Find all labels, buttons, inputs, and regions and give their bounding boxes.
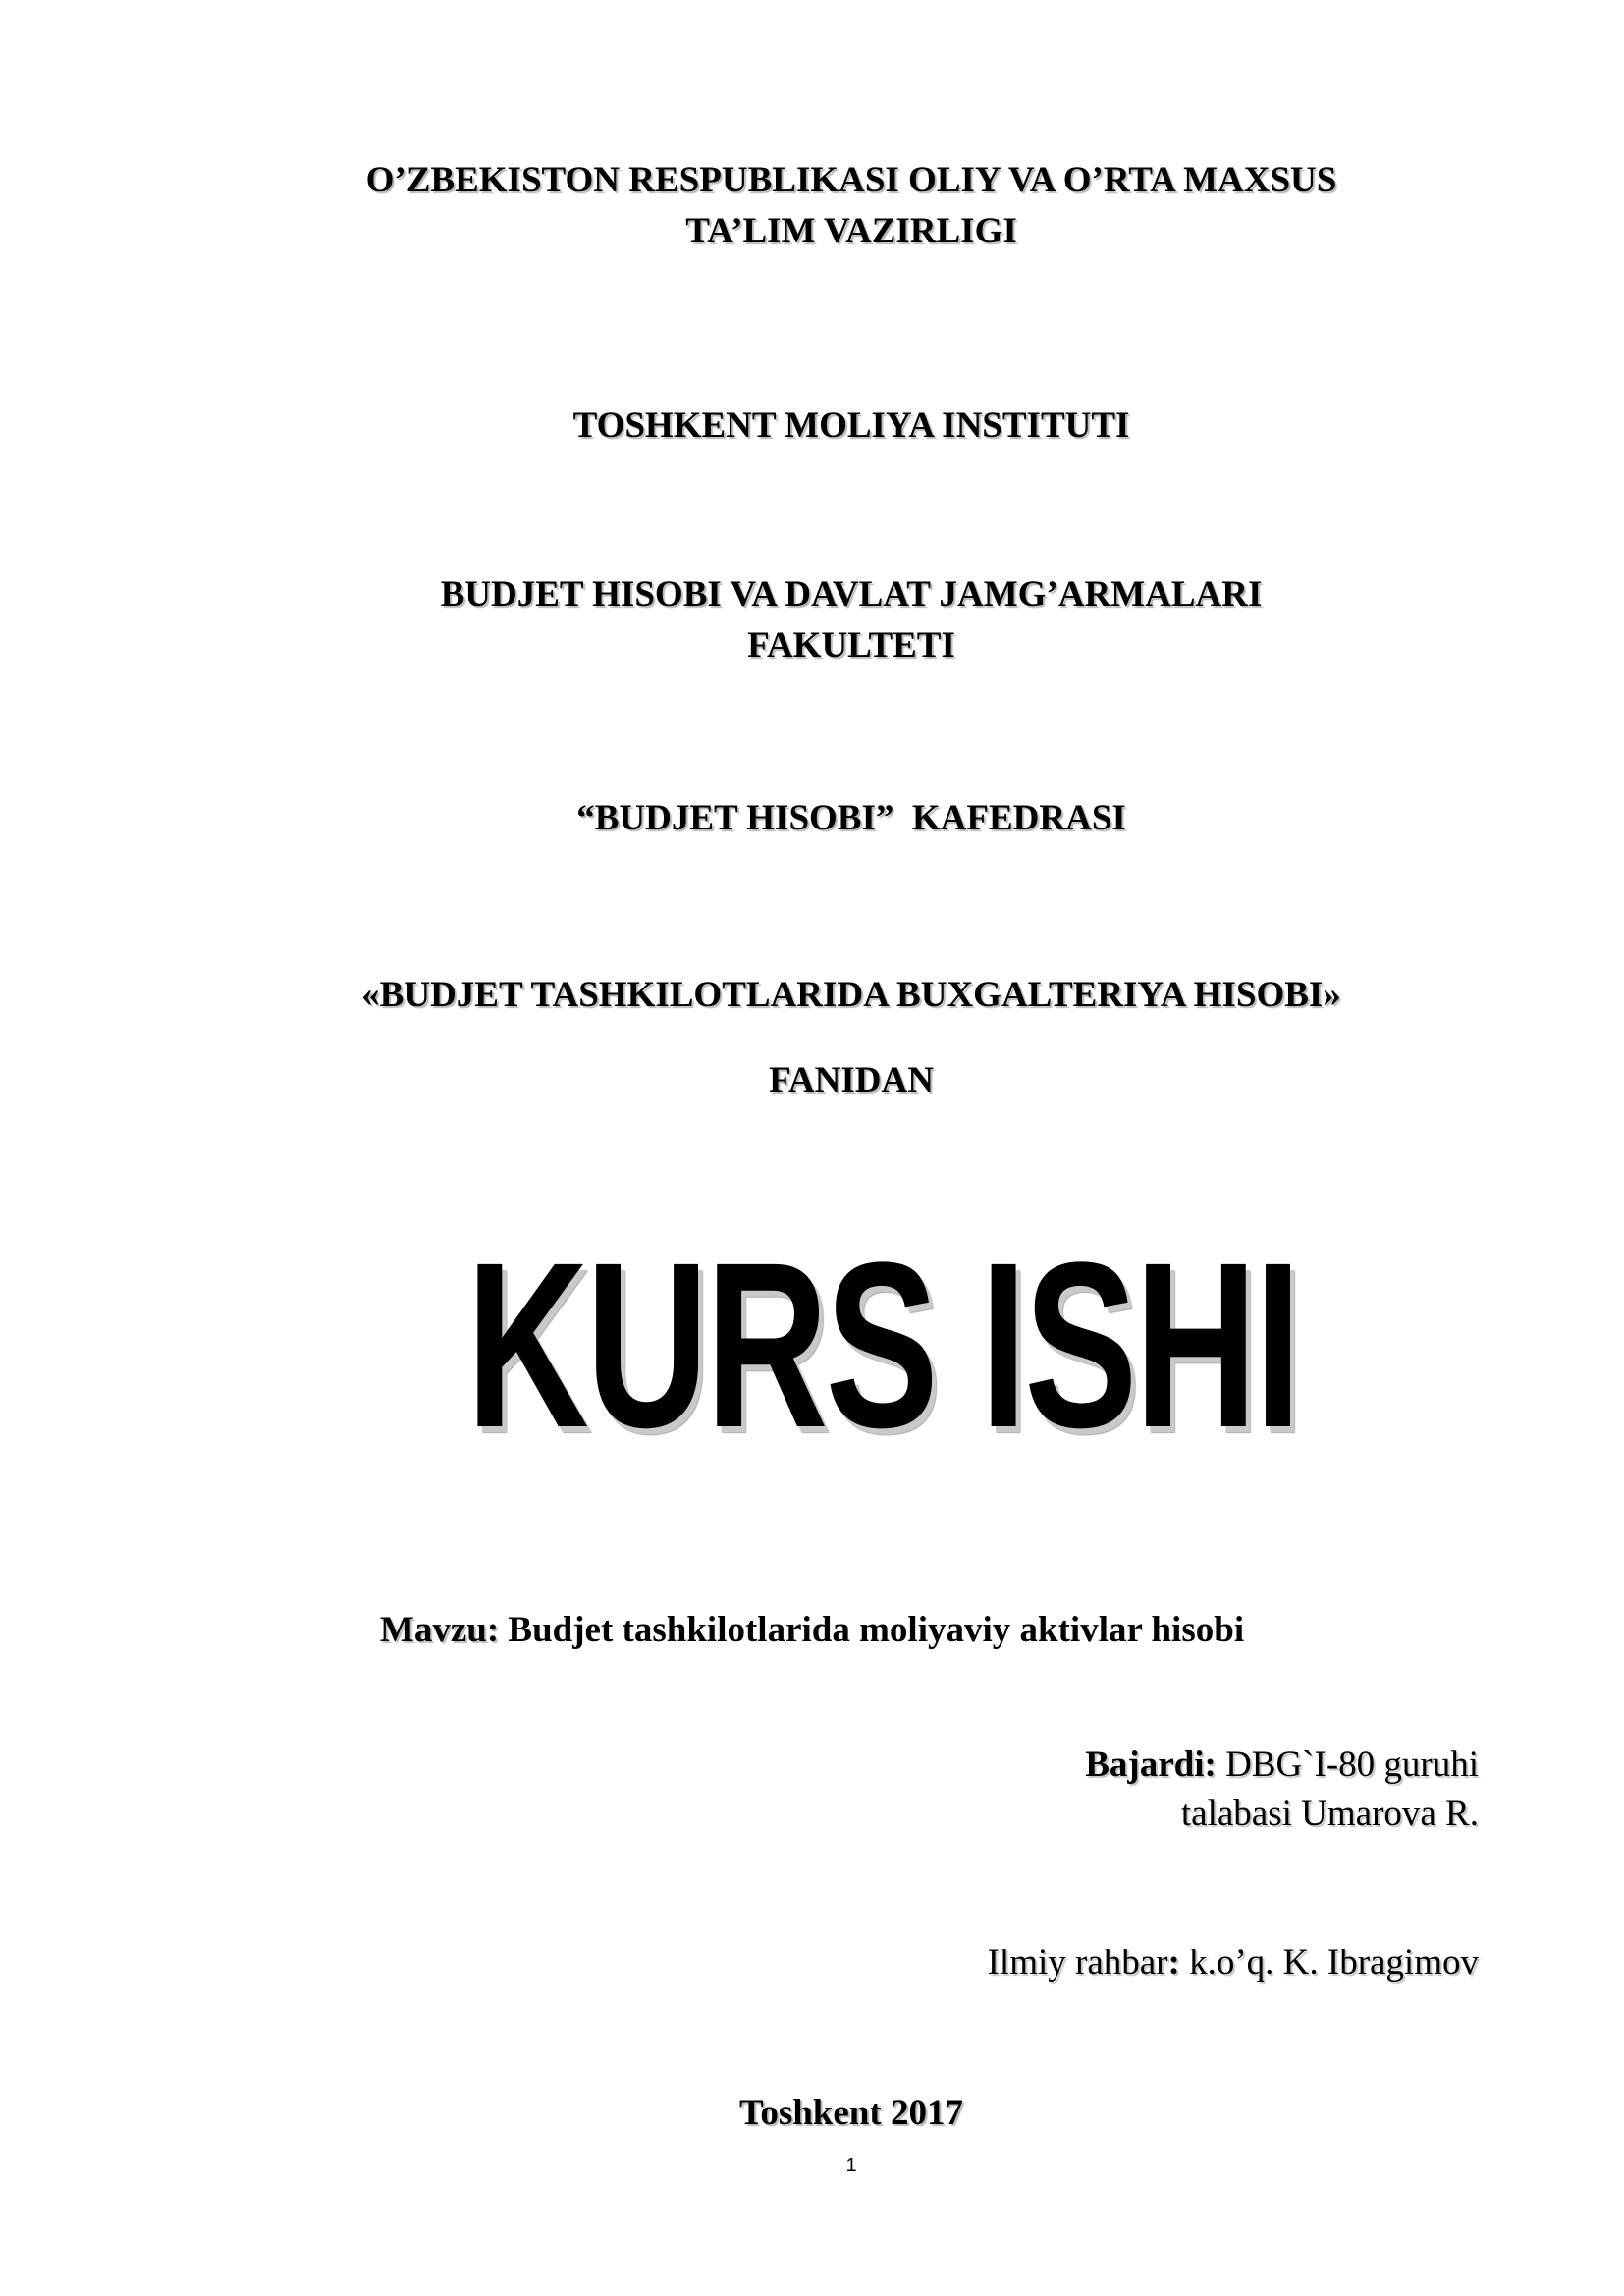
department-heading: “BUDJET HISOBI” KAFEDRASI [576,798,1126,838]
ministry-heading [39,155,1624,257]
city-year: Toshkent 2017 [739,2093,963,2133]
ministry-line-2: TA’LIM VAZIRLIGI [685,211,1017,251]
institute-heading: TOSHKENT MOLIYA INSTITUTI [572,405,1130,446]
subject-line-2: FANIDAN [769,1060,934,1100]
document-title: KURS ISHI [465,1213,1299,1476]
performer-group: DBG`I-80 guruhi [1216,1744,1479,1785]
performer-student: talabasi Umarova R. [1180,1793,1479,1834]
faculty-heading [39,569,1624,671]
page-number: 1 [845,2155,857,2176]
performer-block [1085,1740,1479,1839]
ministry-line-1: O’ZBEKISTON RESPUBLIKASI OLIY VA O’RTA MAXSUS [365,160,1337,200]
topic-label: Mavzu: [379,1610,500,1650]
advisor-line [988,1939,1479,1988]
advisor-colon: : [1167,1943,1180,1983]
title-container [304,1213,1365,1482]
subject-line-1: «BUDJET TASHKILOTLARIDA BUXGALTERIYA HISOBI» [361,975,1341,1015]
advisor-name: k.o’q. K. Ibragimov [1179,1943,1479,1983]
performer-label: Bajardi: [1085,1744,1217,1785]
topic-line [0,1605,1624,1656]
topic-text: Budjet tashkilotlarida moliyaviy aktivlar hisobi [499,1610,1245,1650]
performer-line-1 [1085,1740,1479,1789]
faculty-line-2: FAKULTETI [747,625,955,666]
faculty-line-1: BUDJET HISOBI VA DAVLAT JAMG’ARMALARI [440,574,1263,614]
advisor-label: Ilmiy rahbar [987,1943,1168,1983]
